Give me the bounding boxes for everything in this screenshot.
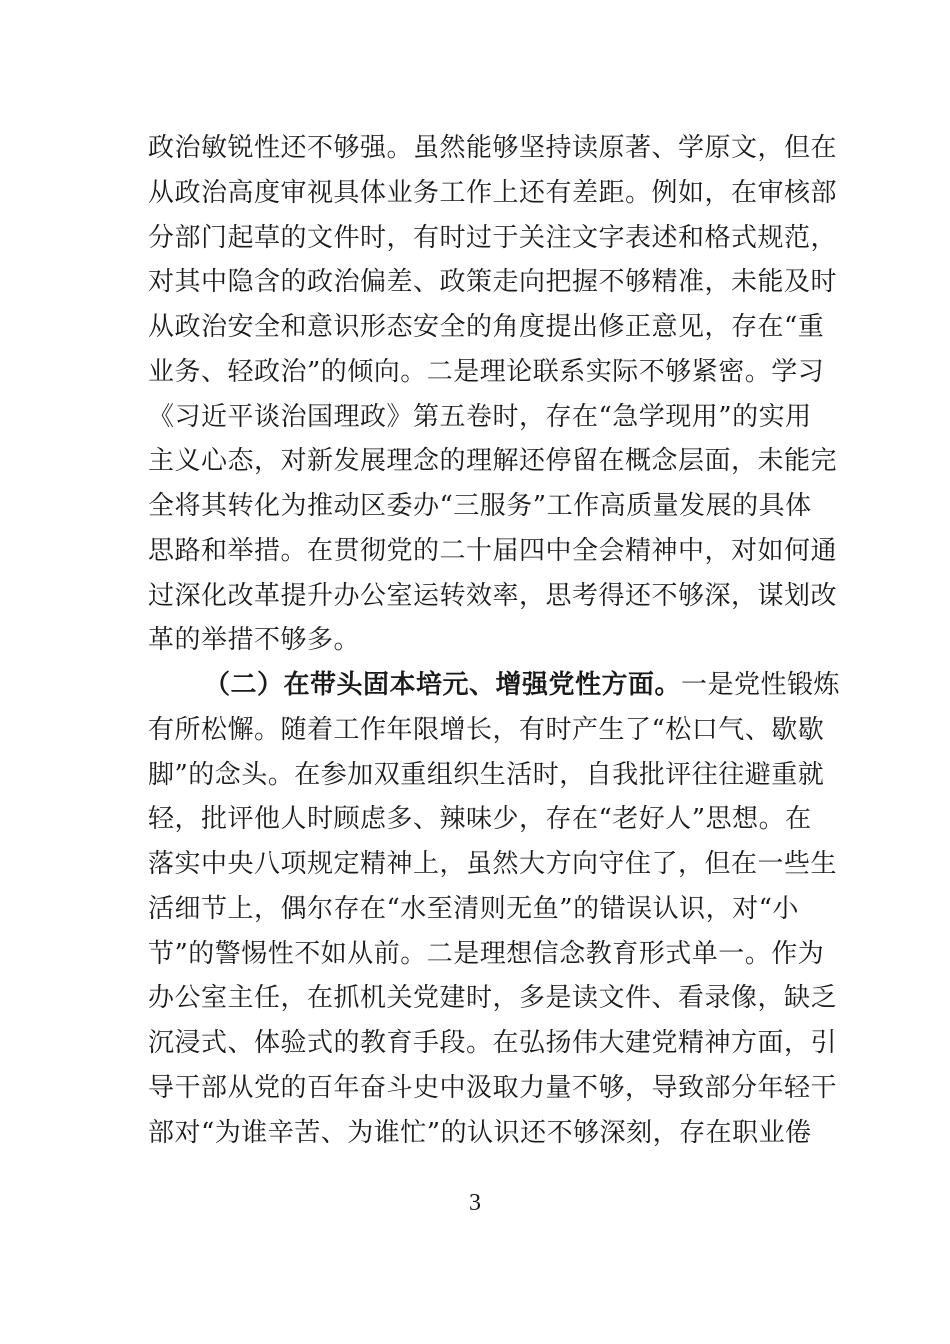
text-line: 活细节上，偶尔存在“水至清则无鱼”的错误认识，对“小 (148, 893, 799, 924)
text-line: 轻，批评他人时顾虑多、辣味少，存在“老好人”思想。在 (148, 804, 812, 835)
text-line: 过深化改革提升办公室运转效率，思考得还不够深，谋划改 (148, 580, 838, 611)
text-line: 《习近平谈治国理政》第五卷时，存在“急学现用”的实用 (148, 401, 812, 432)
text-line: 思路和举措。在贯彻党的二十届四中全会精神中，对如何通 (148, 535, 838, 566)
text-line: 从政治安全和意识形态安全的角度提出修正意见，存在“重 (148, 312, 825, 342)
text-line: 革的举措不够多。 (148, 625, 361, 656)
section-heading: （二）在带头固本培元、增强党性方面。 (204, 670, 682, 700)
text-line: 从政治高度审视具体业务工作上还有差距。例如，在审核部 (148, 177, 838, 208)
section-heading-continuation: 一是党性锻炼 (681, 670, 841, 700)
text-line: 节”的警惕性不如从前。二是理想信念教育形式单一。作为 (148, 938, 825, 969)
text-line: 政治敏锐性还不够强。虽然能够坚持读原著、学原文，但在 (148, 133, 838, 163)
text-line: 对其中隐含的政治偏差、政策走向把握不够精准，未能及时 (148, 267, 838, 298)
section-heading-line (148, 663, 841, 708)
text-line: 脚”的念头。在参加双重组织生活时，自我批评往往避重就 (148, 759, 825, 790)
text-line: 办公室主任，在抓机关党建时，多是读文件、看录像，缺乏 (148, 983, 838, 1014)
text-line: 沉浸式、体验式的教育手段。在弘扬伟大建党精神方面，引 (148, 1028, 838, 1058)
text-line: 落实中央八项规定精神上，虽然大方向守住了，但在一些生 (148, 849, 838, 879)
text-line: 主义心态，对新发展理念的理解还停留在概念层面，未能完 (148, 446, 838, 477)
text-line: 部对“为谁辛苦、为谁忙”的认识还不够深刻，存在职业倦 (148, 1117, 812, 1148)
text-line: 导干部从党的百年奋斗史中汲取力量不够，导致部分年轻干 (148, 1072, 838, 1103)
document-body (148, 126, 841, 1155)
text-line: 分部门起草的文件时，有时过于关注文字表述和格式规范， (148, 222, 838, 253)
text-line: 有所松懈。随着工作年限增长，有时产生了“松口气、歇歇 (148, 714, 825, 745)
text-line: 业务、轻政治”的倾向。二是理论联系实际不够紧密。学习 (148, 356, 825, 387)
page-number: 3 (469, 1190, 481, 1216)
text-line: 全将其转化为推动区委办“三服务”工作高质量发展的具体 (148, 491, 812, 521)
